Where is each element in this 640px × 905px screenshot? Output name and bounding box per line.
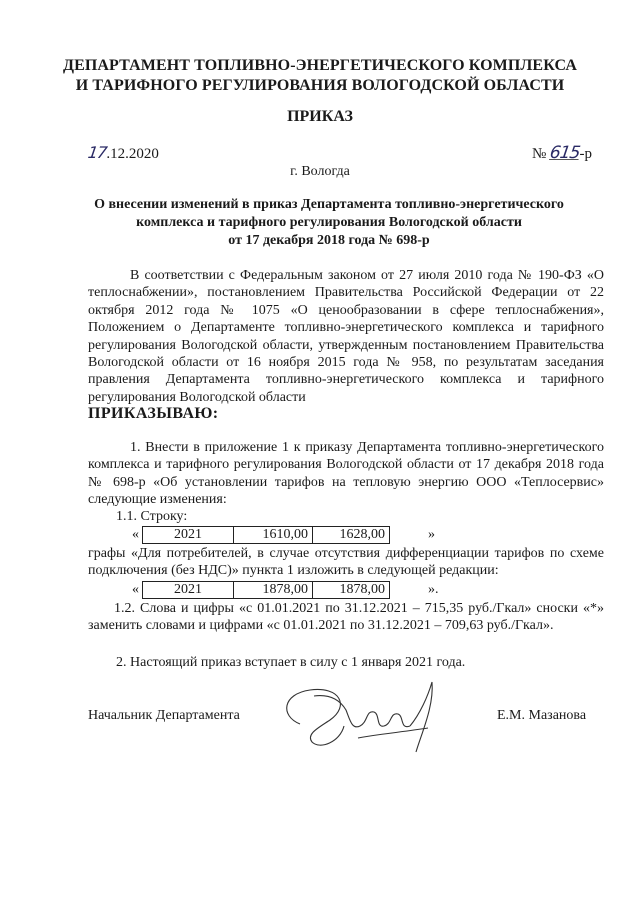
document-subject (64, 196, 594, 250)
old-tariff-row (88, 526, 604, 545)
subject-line-1: О внесении изменений в приказ Департамента топливно-энергетического (94, 197, 564, 212)
item-2-paragraph: 2. Настоящий приказ вступает в силу с 1 января 2021 года. (116, 655, 466, 670)
date-month-year: .12.2020 (106, 146, 159, 162)
open-quote: « (132, 527, 139, 542)
new-tariff-row (88, 581, 604, 600)
city: г. Вологда (290, 164, 350, 179)
subject-line-3: от 17 декабря 2018 года № 698-р (228, 233, 430, 248)
value-cell-2: 1628,00 (313, 527, 390, 544)
handwritten-date-day: 17 (86, 143, 108, 162)
intro-paragraph: В соответствии с Федеральным законом от 27 июля 2010 года № 190-ФЗ «О теплоснабжении», постановлением Правительства Российской Федерации от 22 октября 2012 года № 1075 «О ценообразовании в сфере теплоснабжения», Положением о Департаменте топливно-энергетического комплекса и тарифного регулирования Вологодской области, утвержденным постановлением Правительства Вологодской области от 16 ноября 2015 года № 958, по результатам заседания правления Департамента топливно-энергетического комплекса и тарифного регулирования Вологодской области (88, 268, 604, 405)
document-date (88, 143, 159, 163)
order-heading: ПРИКАЗЫВАЮ: (88, 405, 219, 422)
close-quote: ». (428, 582, 439, 597)
table-row (143, 582, 390, 599)
open-quote: « (132, 582, 139, 597)
item-1-paragraph: 1. Внести в приложение 1 к приказу Департамента топливно-энергетического комплекса и тарифного регулирования Вологодской области от 17 декабря 2018 года № 698-р «Об установлении тарифов на тепловую энергию ООО «Теплосервис» следующие изменения: (88, 440, 604, 508)
year-cell: 2021 (143, 582, 234, 599)
old-tariff-table (142, 526, 390, 544)
item-1-1-label: 1.1. Строку: (116, 509, 188, 524)
handwritten-signature (270, 676, 450, 756)
item-1-2-paragraph: 1.2. Слова и цифры «с 01.01.2021 по 31.12.2021 – 715,35 руб./Гкал» сноски «*» заменить словами и цифрами «с 01.01.2021 по 31.12.2021 – 709,63 руб./Гкал». (88, 601, 604, 634)
document-number (532, 143, 592, 163)
handwritten-number: 615 (548, 143, 581, 163)
organization-header (0, 56, 640, 96)
graph-paragraph: графы «Для потребителей, в случае отсутствия дифференциации тарифов по схеме подключения (без НДС)» пункта 1 изложить в следующей редакции: (88, 546, 604, 579)
value-cell-1: 1878,00 (234, 582, 313, 599)
number-sign: № (531, 146, 547, 162)
value-cell-2: 1878,00 (313, 582, 390, 599)
year-cell: 2021 (143, 527, 234, 544)
org-line-2: И ТАРИФНОГО РЕГУЛИРОВАНИЯ ВОЛОГОДСКОЙ ОБЛАСТИ (75, 77, 565, 94)
signatory-role: Начальник Департамента (88, 708, 240, 723)
subject-line-2: комплекса и тарифного регулирования Вологодской области (136, 215, 522, 230)
signatory-name: Е.М. Мазанова (497, 708, 587, 723)
value-cell-1: 1610,00 (234, 527, 313, 544)
org-line-1: ДЕПАРТАМЕНТ ТОПЛИВНО-ЭНЕРГЕТИЧЕСКОГО КОМПЛЕКСА (62, 57, 578, 74)
table-row (143, 527, 390, 544)
new-tariff-table (142, 581, 390, 599)
number-suffix: -р (579, 146, 592, 162)
close-quote: » (428, 527, 435, 542)
document-type: ПРИКАЗ (287, 108, 353, 125)
